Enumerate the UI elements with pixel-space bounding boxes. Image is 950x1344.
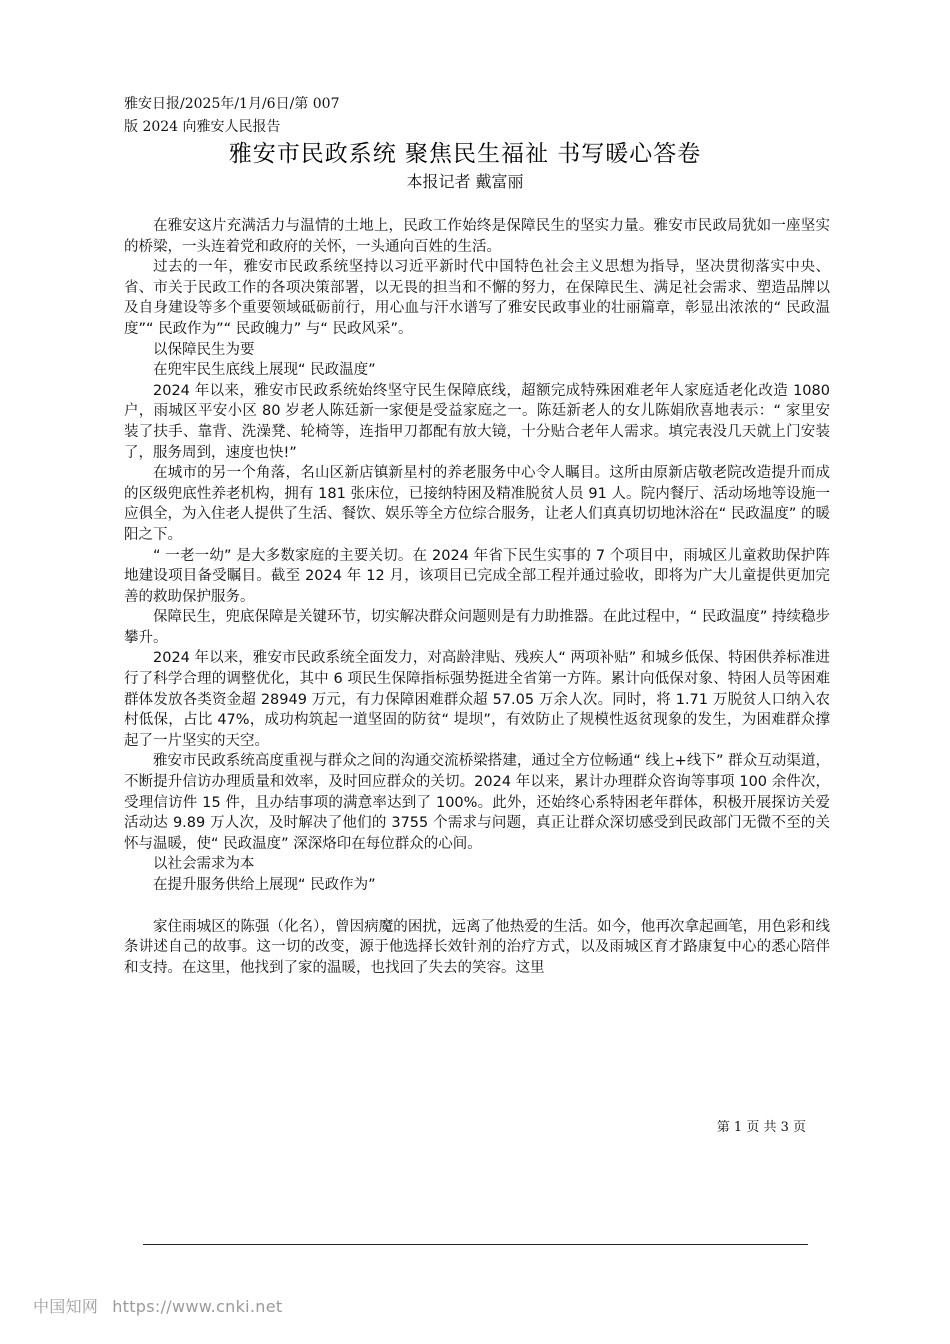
publication-line-2: 版 2024 向雅安人民报告 (124, 119, 281, 135)
paragraph: 家住雨城区的陈强（化名），曾因病魔的困扰，远离了他热爱的生活。如今，他再次拿起画笔，用色彩和线条讲述自己的故事。这一切的改变，源于他选择长效针剂的治疗方式，以及雨城区育才路康复中心的悉心陪伴和支持。在这里，他找到了家的温暖，也找回了失去的笑容。这里 (124, 918, 830, 976)
page-number: 第 1 页 共 3 页 (716, 1120, 806, 1135)
paragraph: “ 一老一幼” 是大多数家庭的主要关切。在 2024 年省下民生实事的 7 个项目中，雨城区儿童救助保护阵地建设项目备受瞩目。截至 2024 年 12 月，该项目已完成全部工程并通过验收，即将为广大儿童提供更加完善的救助保护服务。 (124, 547, 830, 605)
section-subheading: 在兜牢民生底线上展现“ 民政温度” (153, 362, 376, 379)
paragraph: 2024 年以来，雅安市民政系统始终坚守民生保障底线，超额完成特殊困难老年人家庭适老化改造 1080 户，雨城区平安小区 80 岁老人陈廷新一家便是受益家庭之一。陈廷新老人的女儿陈娟欣喜地表示：“ 家里安装了扶手、靠背、洗澡凳、轮椅等，连指甲刀都配有放大镜，十分贴合老年人需求。填完表没几天就上门安装了，服务周到，速度也快!” (124, 382, 830, 461)
watermark-footer (33, 1294, 282, 1317)
paragraph: 在雅安这片充满活力与温情的土地上，民政工作始终是保障民生的坚实力量。雅安市民政局犹如一座坚实的桥梁，一头连着党和政府的关怀，一头通向百姓的生活。 (124, 218, 830, 255)
paragraph: 2024 年以来，雅安市民政系统全面发力，对高龄津贴、残疾人“ 两项补贴” 和城乡低保、特困供养标准进行了科学合理的调整优化，其中 6 项民生保障指标强势挺进全省第一方阵。累计向低保对象、特困人员等困难群体发放各类资金超 28949 万元，有力保障困难群众超 57.05 万余人次。同时，将 1.71 万脱贫人口纳入农村低保，占比 47%，成功构筑起一道坚固的防贫“ 堤坝”，有效防止了规模性返贫现象的发生，为困难群众撑起了一片坚实的天空。 (124, 650, 830, 749)
footer-divider (143, 1244, 808, 1245)
site-name: 中国知网 (33, 1297, 99, 1316)
publication-line-1: 雅安日报/2025年/1月/6日/第 007 (124, 96, 340, 112)
article-byline: 本报记者 戴富丽 (406, 172, 524, 191)
section-heading: 以保障民生为要 (153, 341, 255, 358)
article-title: 雅安市民政系统 聚焦民生福祉 书写暖心答卷 (228, 141, 702, 167)
paragraph: 保障民生，兜底保障是关键环节，切实解决群众问题则是有力助推器。在此过程中，“ 民政温度” 持续稳步攀升。 (124, 609, 830, 646)
publication-info (124, 93, 384, 139)
paragraph: 过去的一年，雅安市民政系统坚持以习近平新时代中国特色社会主义思想为指导，坚决贯彻落实中央、省、市关于民政工作的各项决策部署，以无畏的担当和不懈的努力，在保障民生、满足社会需求、塑造品牌以及自身建设等多个重要领域砥砺前行，用心血与汗水谱写了雅安民政事业的壮丽篇章，彰显出浓浓的“ 民政温度”“ 民政作为”“ 民政魄力” 与“ 民政风采”。 (124, 259, 830, 337)
article-body (124, 216, 830, 978)
section-subheading: 在提升服务供给上展现“ 民政作为” (153, 877, 376, 893)
site-url: https://www.cnki.net (112, 1297, 283, 1316)
section-heading: 以社会需求为本 (153, 856, 255, 873)
paragraph: 雅安市民政系统高度重视与群众之间的沟通交流桥梁搭建，通过全方位畅通“ 线上+线下” 群众互动渠道，不断提升信访办理质量和效率，及时回应群众的关切。2024 年以来，累计办理群众咨询等事项 100 余件次，受理信访件 15 件，且办结事项的满意率达到了 100%。此外，还始终心系特困老年群体，积极开展探访关爱活动达 9.89 万人次，及时解决了他们的 3755 个需求与问题，真正让群众深切感受到民政部门无微不至的关怀与温暖，使“ 民政温度” 深深烙印在每位群众的心间。 (124, 753, 830, 852)
paragraph: 在城市的另一个角落，名山区新店镇新星村的养老服务中心令人瞩目。这所由原新店敬老院改造提升而成的区级兜底性养老机构，拥有 181 张床位，已接纳特困及精准脱贫人员 91 人。院内餐厅、活动场地等设施一应俱全，为入住老人提供了生活、餐饮、娱乐等全方位综合服务，让老人们真真切切地沐浴在“ 民政温度” 的暖阳之下。 (124, 465, 830, 543)
